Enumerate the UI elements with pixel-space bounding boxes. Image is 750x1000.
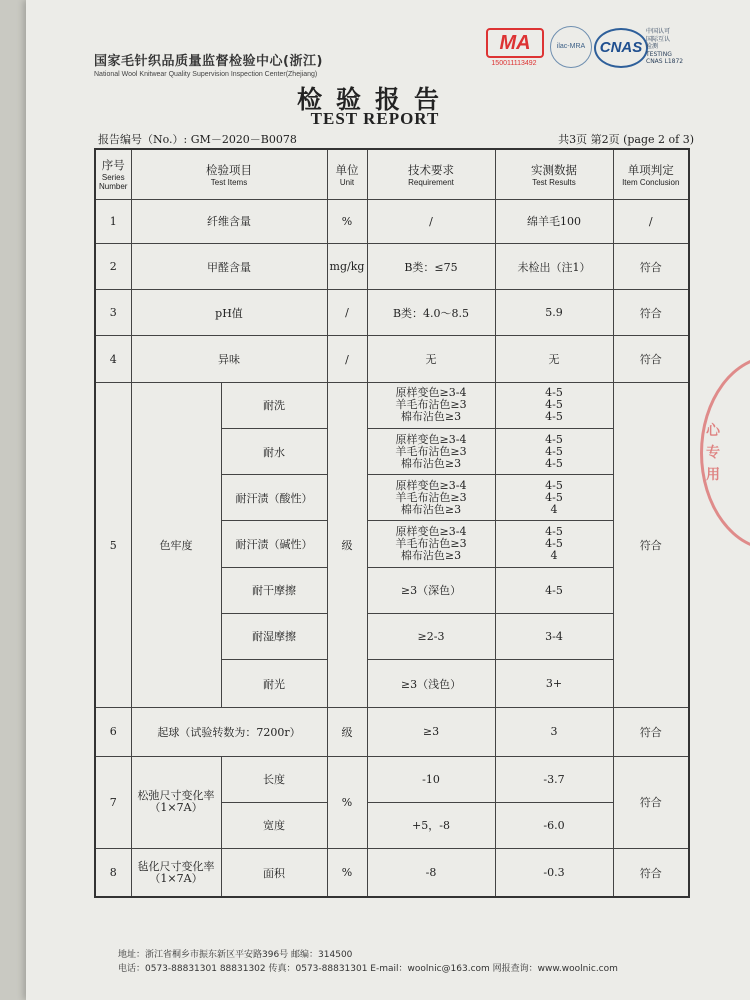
report-title-cn: 检验报告 bbox=[296, 85, 453, 114]
table-row: 5 色牢度 耐洗 级 原样变色≥3-4 羊毛布沾色≥3 棉布沾色≥3 4-5 4-5 4-5 符合 bbox=[95, 382, 689, 428]
table-row: 耐汗渍（酸性） 原样变色≥3-4 羊毛布沾色≥3 棉布沾色≥3 4-5 4-5 4 bbox=[95, 475, 689, 521]
page-footer bbox=[118, 948, 618, 976]
footer-contact: 电话：0573-88831301 88831302 传真：0573-88831301 E-mail：woolnic@163.com 网报查询：www.woolnic.com bbox=[118, 964, 618, 974]
table-header-row bbox=[95, 149, 689, 199]
table-row: 7 松弛尺寸变化率 （1×7A） 长度 % -10 -3.7 符合 bbox=[95, 756, 689, 802]
table-row: 耐干摩擦 ≥3（深色） 4-5 bbox=[95, 567, 689, 613]
table-row: 8 毡化尺寸变化率 （1×7A） 面积 % -8 -0.3 符合 bbox=[95, 849, 689, 897]
cma-logo bbox=[486, 28, 542, 68]
page-info: 共3页 第2页 (page 2 of 3) bbox=[558, 133, 694, 146]
report-number bbox=[98, 131, 297, 147]
org-name-cn: 国家毛针织品质量监督检验中心(浙江) bbox=[94, 54, 323, 69]
table-row: 3 pH值 / B类：4.0～8.5 5.9 符合 bbox=[95, 290, 689, 336]
table-row: 4 异味 / 无 无 符合 bbox=[95, 336, 689, 382]
table-row: 耐光 ≥3（浅色） 3+ bbox=[95, 660, 689, 708]
table-row: 2 甲醛含量 mg/kg B类：≤75 未检出（注1） 符合 bbox=[95, 244, 689, 290]
binding-spine bbox=[0, 0, 26, 1000]
table-row: 耐水 原样变色≥3-4 羊毛布沾色≥3 棉布沾色≥3 4-5 4-5 4-5 bbox=[95, 428, 689, 474]
report-number-value: GM－2020－B0078 bbox=[190, 133, 297, 146]
cma-mark: MA bbox=[486, 28, 544, 58]
ilac-mra-logo: ilac-MRA bbox=[550, 26, 592, 68]
report-title-en: TEST REPORT bbox=[310, 109, 440, 128]
cnas-cert-text: 中国认可 国际互认 检测 TESTING CNAS L1872 bbox=[646, 28, 684, 65]
header-requirement: 技术要求 Requirement bbox=[367, 149, 495, 199]
table-row: 耐湿摩擦 ≥2-3 3-4 bbox=[95, 613, 689, 659]
report-number-label: 报告编号（No.）: bbox=[98, 133, 188, 146]
header-test-results: 实测数据 Test Results bbox=[495, 149, 613, 199]
test-results-table bbox=[94, 148, 690, 898]
cnas-logo: CNAS bbox=[594, 28, 648, 68]
header-unit: 单位 Unit bbox=[327, 149, 367, 199]
header-conclusion: 单项判定 Item Conclusion bbox=[613, 149, 689, 199]
seal-text: 心 专 用 bbox=[706, 423, 720, 483]
table-row: 1 纤维含量 % / 绵羊毛100 / bbox=[95, 199, 689, 243]
accreditation-logos bbox=[486, 24, 696, 74]
table-row: 6 起球（试验转数为：7200r） 级 ≥3 3 符合 bbox=[95, 708, 689, 756]
table-row: 耐汗渍（碱性） 原样变色≥3-4 羊毛布沾色≥3 棉布沾色≥3 4-5 4-5 4 bbox=[95, 521, 689, 567]
table-row: 宽度 +5，-8 -6.0 bbox=[95, 802, 689, 848]
org-name-en: National Wool Knitwear Quality Supervision Inspection Center(Zhejiang) bbox=[94, 71, 318, 78]
header-serial: 序号 Series Number bbox=[95, 149, 131, 199]
footer-address: 地址：浙江省桐乡市振东新区平安路396号 邮编：314500 bbox=[118, 950, 353, 960]
cma-number: 150011113492 bbox=[491, 60, 537, 67]
header-test-items: 检验项目 Test Items bbox=[131, 149, 327, 199]
organization-header bbox=[94, 50, 323, 78]
